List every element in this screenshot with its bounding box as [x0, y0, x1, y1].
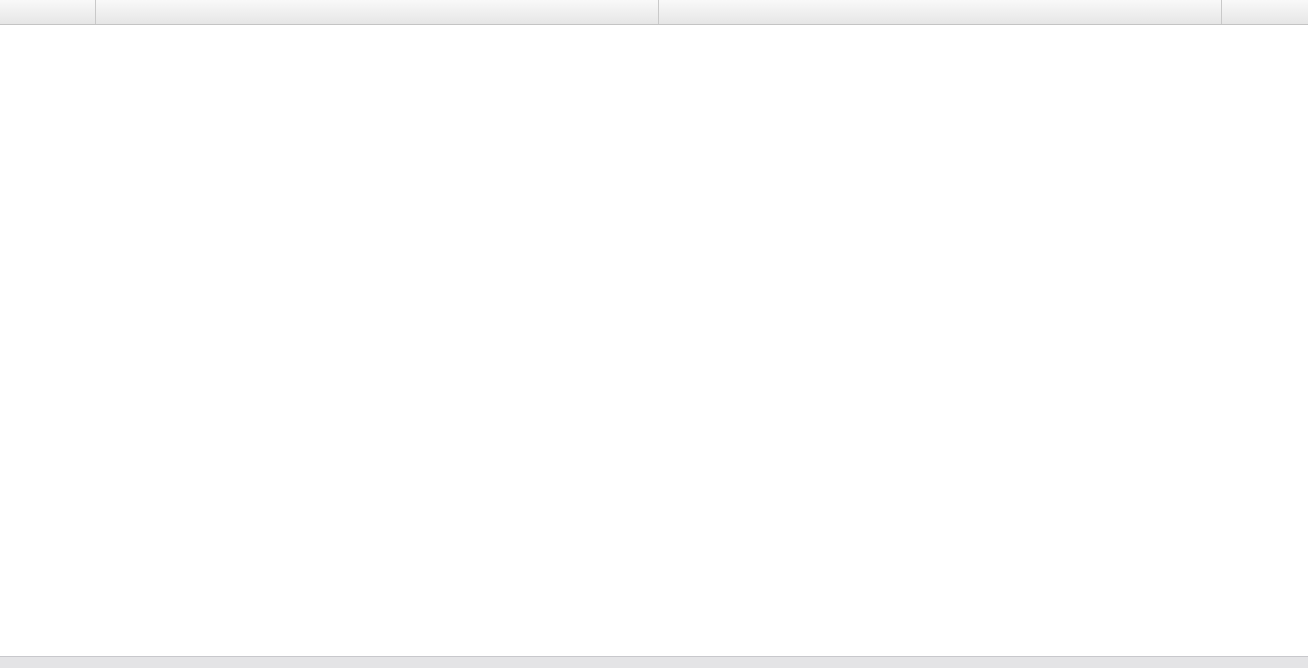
column-header-source[interactable]	[96, 0, 659, 24]
column-header-index[interactable]	[0, 0, 96, 24]
horizontal-scrollbar[interactable]	[0, 656, 1308, 668]
grid-header	[0, 0, 1308, 25]
column-header-confirm[interactable]	[1222, 0, 1308, 24]
column-header-target[interactable]	[659, 0, 1222, 24]
